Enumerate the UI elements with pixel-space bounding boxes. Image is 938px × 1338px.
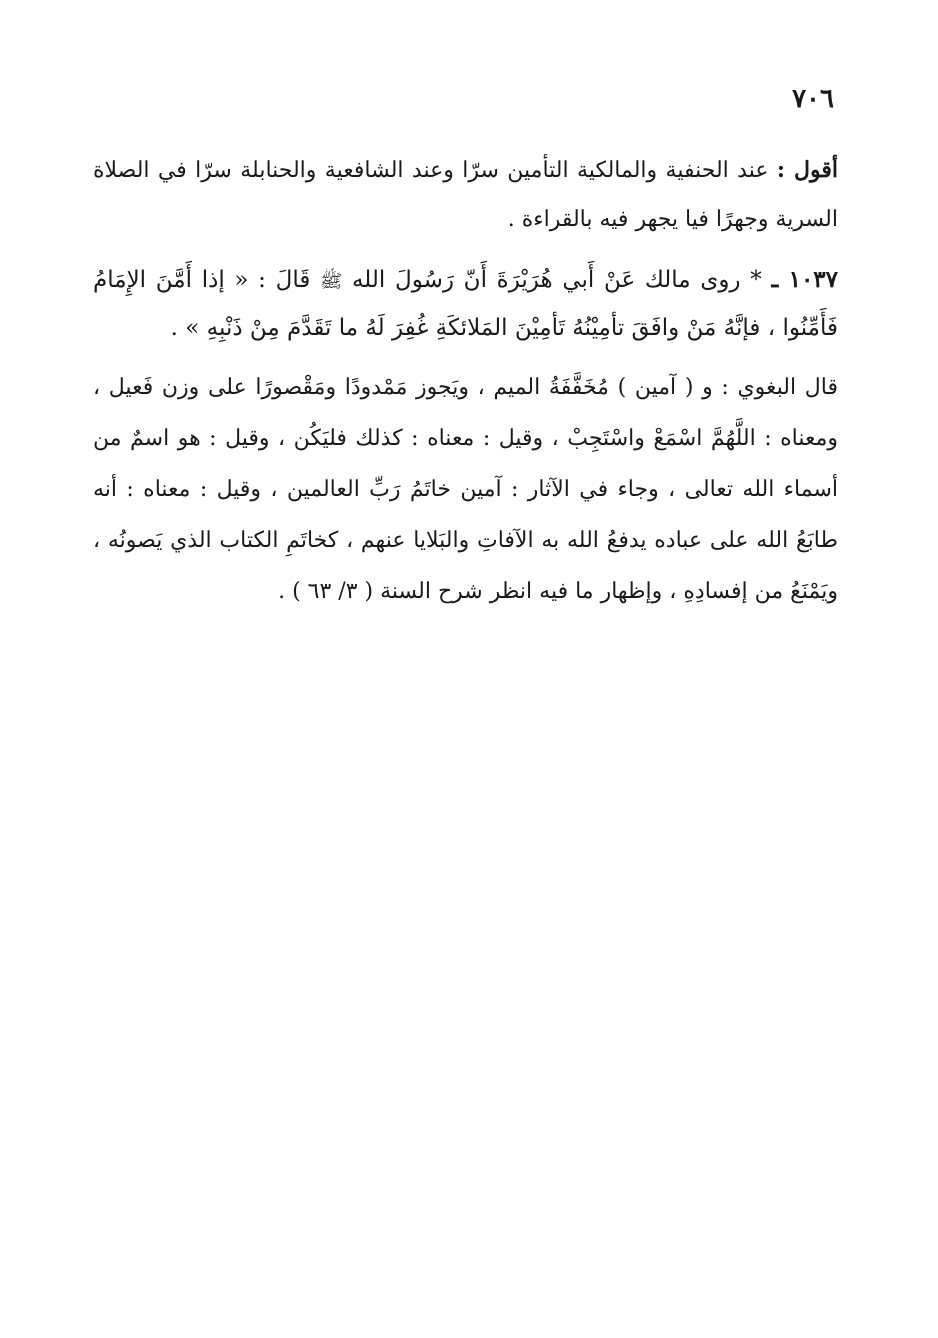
hadith-body-end: قَالَ : « إذا أَمَّنَ الإِمَامُ فَأَمِّنُوا ، فإنَّهُ مَنْ وافَقَ تأمِيْنُهُ تَأمِيْنَ المَلائكَةِ غُفِرَ لَهُ ما تَقَدَّمَ مِنْ ذَنْبِهِ » . (93, 267, 838, 341)
page-number: ٧٠٦ (792, 84, 834, 114)
hadith-body-start: * روى مالك عَنْ أَبي هُرَيْرَةَ أَنّ رَسُولَ الله (342, 267, 772, 293)
commentary-paragraph (93, 146, 838, 244)
commentary-body: عند الحنفية والمالكية التأمين سرّا وعند الشافعية والحنابلة سرّا في الصلاة السرية وجهرًا فيا يجهر فيه بالقراءة . (93, 158, 838, 232)
commentary-lead: أقول : (776, 157, 838, 183)
explanation-text: قال البغوي : و ( آمين ) مُخَفَّفَةُ الميم ، ويَجوز مَمْدودًا ومَقْصورًا على وزن فَعيل ، ومعناه : اللَّهُمَّ اسْمَعْ واسْتَجِبْ ، وقيل : معناه : كذلك فليَكُن ، وقيل : هو اسمٌ من أسماء الله تعالى ، وجاء في الآثار : آمين خاتَمُ رَبِّ العالمين ، وقيل : معناه : أنه طابَعُ الله على عباده يدفعُ الله به الآفاتِ والبَلايا عنهم ، كخاتَمِ الكتاب الذي يَصونُه ، ويَمْنَعُ من إفسادِهِ ، وإظهار ما فيه انظر شرح السنة ( ٣/ ٦٣ ) . (93, 375, 838, 604)
hadith-number: ١٠٣٧ ـ (771, 266, 839, 293)
salutation-glyph: ﷺ (320, 271, 343, 292)
hadith-text (93, 256, 838, 352)
explanation-paragraph (93, 362, 838, 617)
hadith-paragraph (93, 256, 838, 352)
commentary-text (93, 146, 838, 244)
